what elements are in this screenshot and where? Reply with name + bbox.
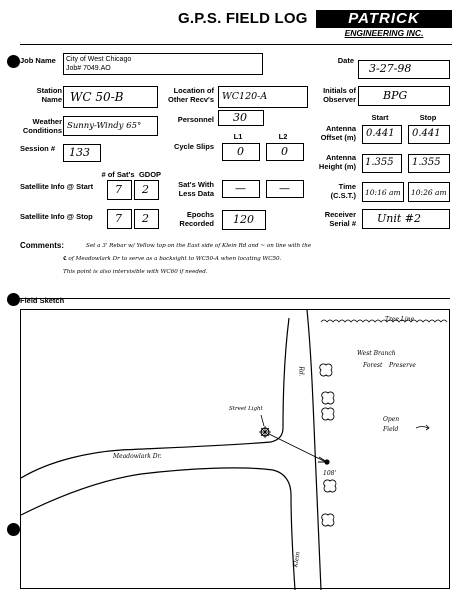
time-start-box[interactable] <box>362 182 404 202</box>
antenna-height-stop: 1.355 <box>412 157 441 168</box>
sat-info-stop-label: Satellite Info @ Stop <box>20 212 93 221</box>
location-value: WC120-A <box>222 91 268 102</box>
sats-less-l1-box[interactable] <box>222 180 260 198</box>
cycle-slips-l1-box[interactable] <box>222 143 260 161</box>
date-value: 3-27-98 <box>369 62 412 75</box>
field-sketch-label: Field Sketch <box>20 296 65 305</box>
station-value: WC 50-B <box>70 90 124 104</box>
location-box[interactable] <box>218 86 308 108</box>
job-name-box[interactable] <box>63 53 263 75</box>
tree-line <box>321 320 447 322</box>
distance-line <box>269 434 326 462</box>
sats-less-l2-box[interactable] <box>266 180 304 198</box>
personnel-box[interactable] <box>218 110 264 126</box>
job-name-line1: City of West Chicago <box>66 56 132 63</box>
weather-value: Sunny-Windy 65° <box>67 121 142 131</box>
date-label: Date <box>337 56 354 65</box>
open-field-line2: Field <box>383 426 399 433</box>
sketch-top-rule <box>20 298 450 299</box>
epochs-label: Epochs Recorded <box>179 210 214 228</box>
sat-start-num: 7 <box>115 183 122 196</box>
sat-stop-num-box[interactable] <box>107 209 132 229</box>
open-field-arrow <box>416 425 429 430</box>
antenna-offset-start: 0.441 <box>366 128 395 139</box>
forest-preserve-line3: Preserve <box>389 362 416 369</box>
stop-label: Stop <box>419 113 437 122</box>
meadowlark-label: Meadowlark Dr. <box>113 453 162 460</box>
epochs-value: 120 <box>233 213 254 226</box>
l1-label: L1 <box>233 132 243 141</box>
job-name-label: Job Name <box>20 56 56 65</box>
comments-line3: This point is also intervisible with WC60 if needed. <box>63 269 208 275</box>
station-box[interactable] <box>63 86 158 108</box>
initials-value: BPG <box>383 89 408 102</box>
station-label: Station Name <box>36 86 62 104</box>
comments-line1: Set a 3' Rebar w/ Yellow top on the East side of Klein Rd and ~ on line with the <box>86 243 312 249</box>
distance-label: 108' <box>323 470 337 477</box>
klein-label: Klein <box>292 551 302 568</box>
sats-less-l1: — <box>235 182 246 195</box>
meadowlark-south-edge <box>21 468 295 590</box>
gdop-label: GDOP <box>138 170 162 179</box>
tree-1 <box>320 364 332 376</box>
weather-box[interactable] <box>63 116 158 136</box>
antenna-height-label: Antenna Height (m) <box>318 153 356 171</box>
open-field-line1: Open <box>383 416 400 423</box>
form-title: G.P.S. FIELD LOG <box>178 10 308 27</box>
meadowlark-north-edge <box>21 442 271 478</box>
sats-less-l2: — <box>279 182 290 195</box>
cycle-slips-l1: 0 <box>237 145 244 158</box>
session-box[interactable] <box>63 144 101 162</box>
klein-rd-west-edge <box>271 318 289 442</box>
tree-4 <box>324 480 336 492</box>
comments-label: Comments: <box>20 241 65 250</box>
weather-label: Weather Conditions <box>22 117 62 135</box>
antenna-offset-label: Antenna Offset (m) <box>320 124 356 142</box>
time-start: 10:16 am <box>365 188 401 197</box>
company-logo <box>316 10 452 40</box>
comments-line2: ℄ of Meadowlark Dr to serve as a backsight to WC50-A when locating WC50. <box>63 256 282 262</box>
rebar-point <box>325 460 329 464</box>
tree-2 <box>322 392 334 404</box>
job-name-line2: Job# 7049.AO <box>66 65 111 72</box>
sat-stop-gdop-box[interactable] <box>134 209 159 229</box>
antenna-height-start: 1.355 <box>365 157 394 168</box>
tree-line-label: Tree Line <box>385 316 415 323</box>
cycle-slips-label: Cycle Slips <box>173 142 214 151</box>
sat-info-start-label: Satellite Info @ Start <box>20 182 94 191</box>
start-label: Start <box>371 113 389 122</box>
antenna-height-stop-box[interactable] <box>408 154 450 173</box>
antenna-offset-stop: 0.441 <box>412 128 441 139</box>
cycle-slips-l2: 0 <box>281 145 288 158</box>
antenna-offset-start-box[interactable] <box>362 125 402 144</box>
sat-stop-num: 7 <box>115 212 122 225</box>
session-label: Session # <box>20 144 56 153</box>
binder-hole-middle <box>7 293 20 306</box>
cycle-slips-l2-box[interactable] <box>266 143 304 161</box>
time-stop-box[interactable] <box>408 182 450 202</box>
tree-5 <box>322 514 334 526</box>
initials-label: Initials of Observer <box>323 86 356 104</box>
sat-start-num-box[interactable] <box>107 180 132 200</box>
date-box[interactable] <box>358 60 450 79</box>
street-light-label: Street Light <box>229 406 263 412</box>
sat-start-gdop: 2 <box>142 183 149 196</box>
sat-start-gdop-box[interactable] <box>134 180 159 200</box>
rd-label: Rd. <box>297 366 305 377</box>
initials-box[interactable] <box>358 86 450 106</box>
antenna-offset-stop-box[interactable] <box>408 125 450 144</box>
receiver-value: Unit #2 <box>377 212 422 225</box>
street-light-leader <box>261 415 264 426</box>
time-stop: 10:26 am <box>411 188 447 197</box>
time-label: Time (C.S.T.) <box>330 182 356 200</box>
binder-hole-bottom <box>7 523 20 536</box>
field-sketch-area <box>20 309 450 589</box>
logo-bottom: ENGINEERING INC. <box>344 28 424 38</box>
receiver-label: Receiver Serial # <box>324 210 356 228</box>
personnel-label: Personnel <box>177 115 214 124</box>
epochs-box[interactable] <box>222 210 266 230</box>
forest-preserve-line1: West Branch <box>357 350 396 357</box>
sats-less-data-label: Sat's With Less Data <box>178 180 214 198</box>
location-label: Location of Other Recv's <box>168 86 214 104</box>
l2-label: L2 <box>278 132 288 141</box>
session-value: 133 <box>69 146 90 159</box>
num-sats-label: # of Sat's <box>101 170 135 179</box>
klein-rd-east-edge <box>307 310 321 590</box>
header-rule <box>20 44 452 45</box>
binder-hole-top <box>7 55 20 68</box>
tree-3 <box>322 408 334 420</box>
personnel-value: 30 <box>233 111 247 124</box>
antenna-height-start-box[interactable] <box>362 154 402 173</box>
forest-preserve-line2: Forest <box>363 362 383 369</box>
receiver-box[interactable] <box>362 209 450 229</box>
logo-top: PATRICK <box>316 10 452 28</box>
sat-stop-gdop: 2 <box>142 212 149 225</box>
